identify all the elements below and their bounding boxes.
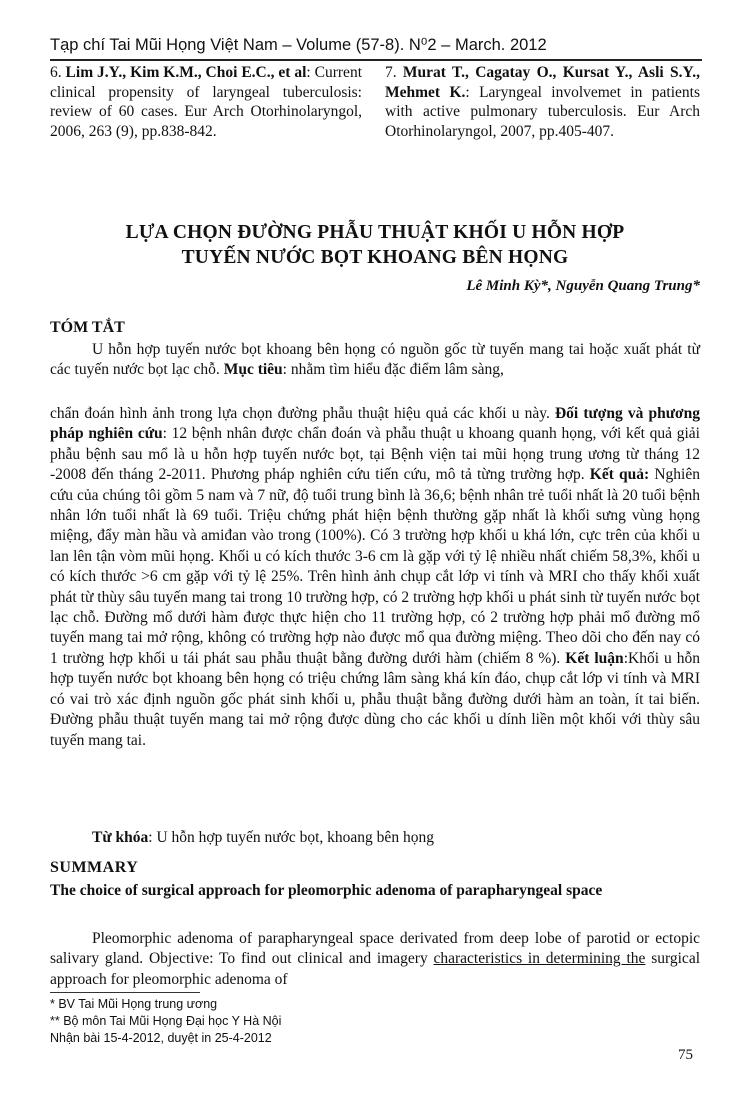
- reference-number: 6.: [50, 64, 62, 81]
- label-objective: Mục tiêu: [223, 361, 283, 379]
- reference-authors: Lim J.Y., Kim K.M., Choi E.C., et al: [65, 64, 307, 81]
- summary-article-title: The choice of surgical approach for pleomorphic adenoma of parapharyngeal space: [50, 882, 603, 899]
- footnotes: [50, 996, 470, 1047]
- article-title-line-1: LỰA CHỌN ĐƯỜNG PHẪU THUẬT KHỐI U HỖN HỢP: [125, 222, 625, 243]
- text-run: chẩn đoán hình ảnh trong lựa chọn đường phẫu thuật hiệu quả các khối u này.: [50, 405, 555, 422]
- text-run: Pleomorphic adenoma of parapharyngeal space derivated from deep lobe of parotid or ectopic salivary gland. Objective: To find out clinical and imagery: [50, 930, 700, 968]
- text-run: :Khối u hỗn hợp tuyến nước bọt khoang bên họng có triệu chứng lâm sàng khá kín đáo, chụp cắt lớp vi tính và MRI có vai trò xác định nguồn gốc phát sinh khối u, phẫu thuật bằng đường dưới hàm an toàn, ít tai biến. Đường phẫu thuật tuyến mang tai mở rộng được dùng cho các khối u dính liền một khối với thùy sâu tuyến mang tai.: [50, 649, 700, 749]
- keywords-label: Từ khóa: [92, 829, 149, 846]
- abstract-vi-paragraph-2: [50, 404, 700, 751]
- summary-heading: SUMMARY: [50, 859, 139, 876]
- summary-paragraph-1: [50, 929, 700, 990]
- reference-7: [385, 63, 700, 141]
- article-title-line-2: TUYẾN NƯỚC BỌT KHOANG BÊN HỌNG: [181, 247, 569, 268]
- label-conclusion: Kết luận: [565, 649, 624, 667]
- article-authors: Lê Minh Kỳ*, Nguyễn Quang Trung*: [466, 278, 700, 294]
- text-run: : nhằm tìm hiểu đặc điểm lâm sàng,: [282, 361, 504, 379]
- reference-number: 7.: [385, 64, 397, 81]
- keywords-text: : U hỗn hợp tuyến nước bọt, khoang bên họng: [148, 829, 434, 846]
- text-run: : 12 bệnh nhân được chẩn đoán và phẫu thuật u khoang quanh họng, với kết quả giải phẫu bệnh sau mổ là u hỗn hợp tuyến nước bọt, tại Bệnh viện tai mũi họng trung ương từ tháng 12 -2008 đến tháng 2-2011. Phương pháp nghiên cứu tiến cứu, mô tả từng trường hợp.: [50, 425, 700, 484]
- footnote-dates: Nhận bài 15-4-2012, duyệt in 25-4-2012: [50, 1031, 272, 1045]
- footnote-affiliation-2: ** Bộ môn Tai Mũi Họng Đại học Y Hà Nội: [50, 1014, 282, 1028]
- reference-authors: Murat T., Cagatay O., Kursat Y., Asli S.Y., Mehmet K.: [385, 64, 701, 101]
- text-run: surgical approach for pleomorphic adenoma of: [50, 950, 701, 988]
- page-number: 75: [678, 1047, 693, 1063]
- footnote-affiliation-1: * BV Tai Mũi Họng trung ương: [50, 997, 218, 1011]
- label-methods: Đối tượng và phương pháp nghiên cứu: [50, 405, 700, 443]
- reference-text: : Current clinical propensity of laryngeal tuberculosis: review of 60 cases. Eur Arch Otorhinolaryngol, 2006, 263 (9), pp.838-842.: [50, 64, 362, 140]
- label-results: Kết quả:: [589, 466, 650, 484]
- running-header: Tạp chí Tai Mũi Họng Việt Nam – Volume (57-8). N⁰2 – March. 2012: [50, 36, 547, 54]
- text-run: U hỗn hợp tuyến nước bọt khoang bên họng có nguồn gốc từ tuyến mang tai hoặc xuất phát từ các tuyến nước bọt lạc chỗ.: [50, 341, 700, 379]
- abstract-heading-vi: TÓM TẮT: [50, 319, 125, 336]
- footnote-rule: [50, 992, 200, 993]
- text-run: Nghiên cứu của chúng tôi gồm 5 nam và 7 nữ, độ tuổi trung bình là 36,6; bệnh nhân trẻ tuổi nhất là 20 tuổi bệnh nhân lớn tuổi nhất là 69 tuổi. Triệu chứng phát hiện bệnh thường gặp nhất là khối sưng vùng họng miệng, đẩy màn hầu và amiđan vào trong (100%). Có 3 trường hợp khối u khá lớn, cực trên của khối u lan lên tận vòm mũi họng. Khối u có kích thước 3-6 cm là gặp với tỷ lệ nhiều nhất chiếm 58,3%, khối u có kích thước >6 cm gặp với tỷ lệ 25%. Trên hình ảnh chụp cắt lớp vi tính và MRI cho thấy khối xuất phát từ thùy sâu tuyến mang tai trong 10 trường hợp, có 2 trường hợp khối u phát sinh từ tuyến nước bọt lạc chỗ. Đường mổ dưới hàm được thực hiện cho 11 trường hợp, có 2 trường hợp phải mổ đường mổ tuyến mang tai mở rộng, không có trường hợp nào được mổ qua đường miệng. Theo dõi cho đến nay có 1 trường hợp khối u tái phát sau phẫu thuật bằng đường dưới hàm (chiếm 8 %).: [50, 466, 700, 667]
- reference-6: [50, 63, 362, 141]
- keywords-vi: [92, 828, 692, 848]
- underlined-text: characteristics in determining the: [433, 950, 646, 968]
- abstract-vi-paragraph-1: [50, 340, 700, 381]
- article-title: [50, 220, 700, 270]
- header-rule: [50, 59, 702, 61]
- reference-text: : Laryngeal involvemet in patients with active pulmonary tuberculosis. Eur Arch Otorhinolaryngol, 2007, pp.405-407.: [385, 83, 700, 140]
